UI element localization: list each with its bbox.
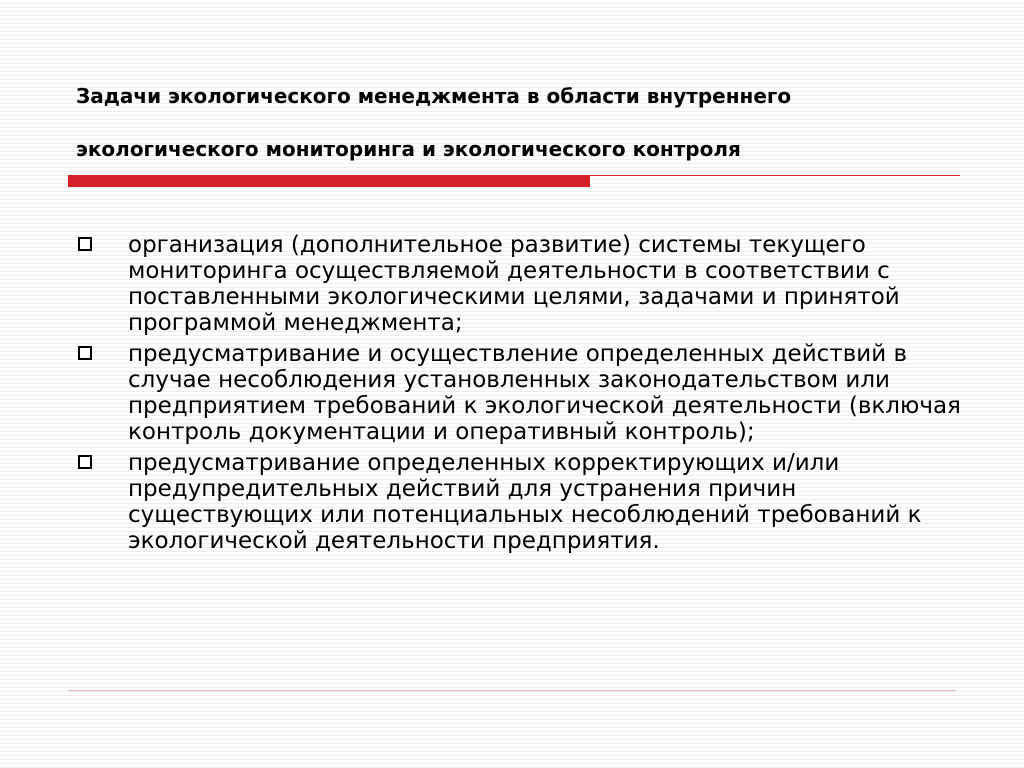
list-item [76,341,976,445]
hollow-square-icon [78,237,92,251]
bullet-list [76,232,976,559]
title-underline-bar [68,175,590,187]
title-underline-thin [590,175,960,176]
list-item-text: предусматривание и осуществление определенных действий в случае несоблюдения установленных законодательством или предприятием требований к экологической деятельности (включая контроль документации и оперативный контроль); [128,341,961,445]
list-item [76,232,976,336]
hollow-square-icon [78,455,92,469]
slide-title-line-2: экологического мониторинга и экологического контроля [76,137,741,161]
slide-title-line-1: Задачи экологического менеджмента в области внутреннего [76,84,792,108]
list-item [76,450,976,554]
list-item-text: организация (дополнительное развитие) системы текущего мониторинга осуществляемой деятельности в соответствии с поставленными экологическими целями, задачами и принятой программой менеджмента; [128,232,900,336]
slide-title [76,70,976,176]
list-item-text: предусматривание определенных корректирующих и/или предупредительных действий для устранения причин существующих или потенциальных несоблюдений требований к экологической деятельности предприятия. [128,450,922,554]
hollow-square-icon [78,346,92,360]
footer-divider [68,690,956,691]
